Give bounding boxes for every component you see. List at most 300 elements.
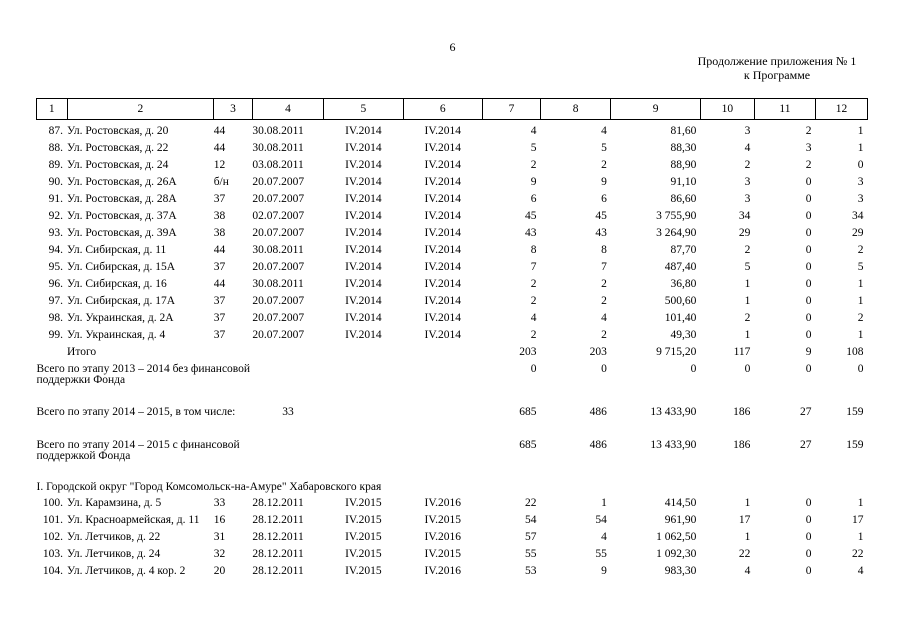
value-cell: 0 xyxy=(530,363,537,375)
empty-cell xyxy=(403,407,482,431)
table-row xyxy=(37,126,868,143)
value-cell: 0 xyxy=(805,548,812,560)
col3-cell: 37 xyxy=(213,295,226,307)
header-cell: 7 xyxy=(483,99,541,120)
start-quarter-cell: IV.2015 xyxy=(345,565,382,577)
empty-cell xyxy=(324,364,403,398)
value-cell: 1 062,50 xyxy=(656,531,697,543)
date-cell: 20.07.2007 xyxy=(252,176,305,188)
value-cell: 49,30 xyxy=(670,329,697,341)
table-header-row xyxy=(37,99,868,120)
end-quarter-cell: IV.2016 xyxy=(424,531,462,543)
table-row xyxy=(37,566,868,583)
value-cell: 486 xyxy=(589,406,607,418)
value-cell: 34 xyxy=(852,210,864,222)
value-cell: 685 xyxy=(519,406,537,418)
value-cell: 1 xyxy=(857,125,864,137)
start-quarter-cell: IV.2014 xyxy=(345,261,382,273)
summary-row xyxy=(37,407,868,431)
address-cell: Ул. Ростовская, д. 22 xyxy=(67,142,169,154)
value-cell: 0 xyxy=(857,159,864,171)
start-quarter-cell: IV.2014 xyxy=(345,193,382,205)
value-cell: 1 xyxy=(857,531,864,543)
row-number: 104. xyxy=(42,565,64,577)
program-table xyxy=(36,98,868,583)
address-cell: Ул. Сибирская, д. 16 xyxy=(67,278,167,290)
date-cell: 20.07.2007 xyxy=(252,312,305,324)
empty-cell xyxy=(324,407,403,431)
date-cell: 30.08.2011 xyxy=(252,142,304,154)
start-quarter-cell: IV.2015 xyxy=(345,497,382,509)
value-cell: 9 xyxy=(530,176,537,188)
col3-cell: 44 xyxy=(213,125,226,137)
row-number: 88. xyxy=(48,142,64,154)
value-cell: 7 xyxy=(601,261,607,273)
row-number: 93. xyxy=(48,227,64,239)
address-cell: Ул. Сибирская, д. 15А xyxy=(67,261,176,273)
value-cell: 0 xyxy=(690,363,697,375)
col3-cell: 44 xyxy=(213,142,226,154)
value-cell: 0 xyxy=(805,329,812,341)
value-cell: 2 xyxy=(857,312,864,324)
value-cell: 13 433,90 xyxy=(650,439,697,451)
value-cell: 43 xyxy=(595,227,607,239)
col3-cell: 38 xyxy=(213,210,226,222)
header-cell: 1 xyxy=(37,99,68,120)
value-cell: 1 xyxy=(857,295,864,307)
summary-label: Всего по этапу 2013 – 2014 без финансовой поддержки Фонда xyxy=(36,363,251,386)
value-cell: 0 xyxy=(805,244,812,256)
end-quarter-cell: IV.2014 xyxy=(424,244,462,256)
value-cell: 2 xyxy=(744,159,751,171)
start-quarter-cell: IV.2014 xyxy=(345,329,382,341)
value-cell: 1 xyxy=(744,295,751,307)
col3-cell: 33 xyxy=(213,497,226,509)
end-quarter-cell: IV.2014 xyxy=(424,329,462,341)
col3-cell: 37 xyxy=(213,193,226,205)
date-cell: 28.12.2011 xyxy=(252,531,304,543)
end-quarter-cell: IV.2014 xyxy=(424,176,462,188)
value-cell: 22 xyxy=(852,548,864,560)
row-number: 94. xyxy=(48,244,64,256)
value-cell: 17 xyxy=(738,514,751,526)
table-row xyxy=(37,515,868,532)
value-cell: 7 xyxy=(530,261,537,273)
value-cell: 2 xyxy=(530,295,537,307)
value-cell: 54 xyxy=(525,514,537,526)
date-cell: 20.07.2007 xyxy=(252,295,305,307)
value-cell: 8 xyxy=(601,244,607,256)
value-cell: 5 xyxy=(744,261,751,273)
value-cell: 6 xyxy=(601,193,607,205)
value-cell: 2 xyxy=(530,159,537,171)
value-cell: 414,50 xyxy=(664,497,697,509)
summary-label: Всего по этапу 2014 – 2015, в том числе: xyxy=(36,406,236,418)
value-cell: 4 xyxy=(601,125,607,137)
table-row xyxy=(37,296,868,313)
summary-label: Итого xyxy=(67,346,97,358)
empty-cell xyxy=(252,364,323,398)
col3-cell: 31 xyxy=(213,531,226,543)
address-cell: Ул. Украинская, д. 4 xyxy=(67,329,166,341)
end-quarter-cell: IV.2014 xyxy=(424,312,462,324)
value-cell: 3 xyxy=(857,193,864,205)
start-quarter-cell: IV.2014 xyxy=(345,244,382,256)
value-cell: 4 xyxy=(530,125,537,137)
value-cell: 22 xyxy=(525,497,537,509)
address-cell: Ул. Карамзина, д. 5 xyxy=(67,497,162,509)
row-number: 95. xyxy=(48,261,64,273)
value-cell: 108 xyxy=(846,346,864,358)
address-cell: Ул. Летчиков, д. 22 xyxy=(67,531,161,543)
address-cell: Ул. Ростовская, д. 20 xyxy=(67,125,169,137)
value-cell: 5 xyxy=(530,142,537,154)
value-cell: 1 xyxy=(601,497,607,509)
value-cell: 0 xyxy=(805,312,812,324)
start-quarter-cell: IV.2014 xyxy=(345,159,382,171)
caption-line-2: к Программе xyxy=(743,68,811,82)
empty-cell xyxy=(403,364,482,398)
col3-cell: 37 xyxy=(213,329,226,341)
value-cell: 29 xyxy=(738,227,751,239)
col3-cell: 16 xyxy=(213,514,226,526)
row-number: 92. xyxy=(48,210,64,222)
address-cell: Ул. Ростовская, д. 37А xyxy=(67,210,177,222)
value-cell: 1 092,30 xyxy=(656,548,697,560)
date-cell: 30.08.2011 xyxy=(252,278,304,290)
value-cell: 0 xyxy=(805,278,812,290)
start-quarter-cell: IV.2014 xyxy=(345,295,382,307)
summary-row xyxy=(37,440,868,473)
value-cell: 0 xyxy=(805,176,812,188)
end-quarter-cell: IV.2015 xyxy=(424,514,462,526)
table-row xyxy=(37,498,868,515)
table-row xyxy=(37,177,868,194)
value-cell: 486 xyxy=(589,439,607,451)
value-cell: 2 xyxy=(601,295,607,307)
value-cell: 3 xyxy=(857,176,864,188)
date-cell: 28.12.2011 xyxy=(252,548,304,560)
empty-cell xyxy=(324,347,403,364)
header-cell: 4 xyxy=(252,99,323,120)
value-cell: 203 xyxy=(519,346,537,358)
table-row xyxy=(37,262,868,279)
value-cell: 2 xyxy=(601,329,607,341)
table-row xyxy=(37,143,868,160)
value-cell: 0 xyxy=(601,363,607,375)
value-cell: 5 xyxy=(857,261,864,273)
row-number: 102. xyxy=(42,531,64,543)
header-cell: 6 xyxy=(403,99,482,120)
value-cell: 54 xyxy=(595,514,607,526)
empty-cell xyxy=(403,347,482,364)
date-cell: 02.07.2007 xyxy=(252,210,305,222)
value-cell: 2 xyxy=(601,278,607,290)
address-cell: Ул. Сибирская, д. 17А xyxy=(67,295,176,307)
date-cell: 28.12.2011 xyxy=(252,514,304,526)
appendix-caption xyxy=(690,54,864,82)
value-cell: 1 xyxy=(857,497,864,509)
summary-label: Всего по этапу 2014 – 2015 с финансовой поддержкой Фонда xyxy=(36,439,240,462)
value-cell: 57 xyxy=(525,531,537,543)
value-cell: 88,90 xyxy=(670,159,697,171)
start-quarter-cell: IV.2015 xyxy=(345,548,382,560)
value-cell: 4 xyxy=(744,565,751,577)
col3-cell: 12 xyxy=(213,159,226,171)
header-cell: 8 xyxy=(541,99,611,120)
col3-cell: 37 xyxy=(213,261,226,273)
header-cell: 10 xyxy=(700,99,754,120)
value-cell: 1 xyxy=(744,329,751,341)
end-quarter-cell: IV.2014 xyxy=(424,142,462,154)
table-row xyxy=(37,313,868,330)
value-cell: 0 xyxy=(805,497,812,509)
table-row xyxy=(37,160,868,177)
value-cell: 3 xyxy=(805,142,812,154)
value-cell: 0 xyxy=(805,193,812,205)
value-cell: 203 xyxy=(589,346,607,358)
end-quarter-cell: IV.2014 xyxy=(424,227,462,239)
value-cell: 17 xyxy=(852,514,864,526)
table-row xyxy=(37,228,868,245)
start-quarter-cell: IV.2014 xyxy=(345,125,382,137)
value-cell: 0 xyxy=(805,295,812,307)
value-cell: 3 xyxy=(744,176,751,188)
header-cell: 5 xyxy=(324,99,403,120)
col3-cell: 38 xyxy=(213,227,226,239)
value-cell: 0 xyxy=(805,261,812,273)
table-body xyxy=(37,99,868,584)
start-quarter-cell: IV.2014 xyxy=(345,210,382,222)
end-quarter-cell: IV.2014 xyxy=(424,125,462,137)
value-cell: 29 xyxy=(852,227,864,239)
end-quarter-cell: IV.2014 xyxy=(424,295,462,307)
header-cell: 9 xyxy=(611,99,701,120)
address-cell: Ул. Сибирская, д. 11 xyxy=(67,244,167,256)
date-cell: 20.07.2007 xyxy=(252,193,305,205)
table-row xyxy=(37,279,868,296)
header-cell: 11 xyxy=(754,99,815,120)
page-number: 6 xyxy=(449,40,456,54)
value-cell: 13 433,90 xyxy=(650,406,697,418)
value-cell: 487,40 xyxy=(664,261,697,273)
end-quarter-cell: IV.2014 xyxy=(424,193,462,205)
address-cell: Ул. Ростовская, д. 24 xyxy=(67,159,169,171)
address-cell: Ул. Ростовская, д. 39А xyxy=(67,227,177,239)
empty-cell xyxy=(252,347,323,364)
value-cell: 2 xyxy=(744,312,751,324)
value-cell: 4 xyxy=(857,565,864,577)
table-row xyxy=(37,194,868,211)
value-cell: 500,60 xyxy=(664,295,697,307)
value-cell: 2 xyxy=(744,244,751,256)
value-cell: 45 xyxy=(525,210,537,222)
value-cell: 4 xyxy=(601,312,607,324)
value-cell: 22 xyxy=(738,548,751,560)
start-quarter-cell: IV.2014 xyxy=(345,176,382,188)
value-cell: 1 xyxy=(857,142,864,154)
col3-cell: 44 xyxy=(213,278,226,290)
address-cell: Ул. Ростовская, д. 28А xyxy=(67,193,177,205)
value-cell: 34 xyxy=(738,210,751,222)
date-cell: 30.08.2011 xyxy=(252,244,304,256)
value-cell: 43 xyxy=(525,227,537,239)
summary-row xyxy=(37,347,868,364)
address-cell: Ул. Красноармейская, д. 11 xyxy=(67,514,200,526)
table-row xyxy=(37,330,868,347)
date-cell: 20.07.2007 xyxy=(252,329,305,341)
value-cell: 0 xyxy=(805,210,812,222)
empty-cell xyxy=(252,440,323,473)
address-cell: Ул. Летчиков, д. 24 xyxy=(67,548,161,560)
value-cell: 8 xyxy=(530,244,537,256)
start-quarter-cell: IV.2014 xyxy=(345,278,382,290)
value-cell: 1 xyxy=(744,531,751,543)
value-cell: 87,70 xyxy=(670,244,697,256)
start-quarter-cell: IV.2014 xyxy=(345,312,382,324)
date-cell: 20.07.2007 xyxy=(252,227,305,239)
end-quarter-cell: IV.2016 xyxy=(424,565,462,577)
row-number: 89. xyxy=(48,159,64,171)
col3-cell: 32 xyxy=(213,548,226,560)
value-cell: 186 xyxy=(733,406,751,418)
value-cell: 3 755,90 xyxy=(656,210,697,222)
value-cell: 9 xyxy=(601,176,607,188)
value-cell: 86,60 xyxy=(670,193,697,205)
table-row xyxy=(37,532,868,549)
col3-cell: 20 xyxy=(213,565,226,577)
value-cell: 1 xyxy=(744,497,751,509)
row-number: 99. xyxy=(48,329,64,341)
value-cell: 159 xyxy=(846,439,864,451)
value-cell: 3 xyxy=(744,193,751,205)
value-cell: 88,30 xyxy=(670,142,697,154)
value-cell: 961,90 xyxy=(664,514,697,526)
row-number: 98. xyxy=(48,312,64,324)
value-cell: 186 xyxy=(733,439,751,451)
col3-cell: 44 xyxy=(213,244,226,256)
date-cell: 30.08.2011 xyxy=(252,125,304,137)
table-row xyxy=(37,245,868,262)
date-cell: 03.08.2011 xyxy=(252,159,304,171)
value-cell: 55 xyxy=(595,548,607,560)
summary-col4: 33 xyxy=(282,406,294,418)
row-number: 96. xyxy=(48,278,64,290)
empty-cell xyxy=(214,347,253,364)
empty-cell xyxy=(37,347,68,364)
value-cell: 81,60 xyxy=(670,125,697,137)
value-cell: 0 xyxy=(805,363,812,375)
value-cell: 2 xyxy=(601,159,607,171)
value-cell: 36,80 xyxy=(670,278,697,290)
row-number: 91. xyxy=(48,193,64,205)
value-cell: 9 715,20 xyxy=(656,346,697,358)
value-cell: 2 xyxy=(805,159,812,171)
value-cell: 2 xyxy=(530,278,537,290)
date-cell: 20.07.2007 xyxy=(252,261,305,273)
value-cell: 91,10 xyxy=(670,176,697,188)
col3-cell: 37 xyxy=(213,312,226,324)
start-quarter-cell: IV.2014 xyxy=(345,227,382,239)
row-number: 97. xyxy=(48,295,64,307)
header-cell: 3 xyxy=(214,99,253,120)
address-cell: Ул. Летчиков, д. 4 кор. 2 xyxy=(67,565,186,577)
start-quarter-cell: IV.2015 xyxy=(345,531,382,543)
value-cell: 4 xyxy=(530,312,537,324)
value-cell: 4 xyxy=(601,531,607,543)
start-quarter-cell: IV.2014 xyxy=(345,142,382,154)
header-cell: 12 xyxy=(815,99,867,120)
end-quarter-cell: IV.2014 xyxy=(424,159,462,171)
row-number: 87. xyxy=(48,125,64,137)
value-cell: 53 xyxy=(525,565,537,577)
summary-row xyxy=(37,364,868,398)
value-cell: 101,40 xyxy=(664,312,697,324)
value-cell: 3 xyxy=(744,125,751,137)
row-number: 101. xyxy=(42,514,64,526)
value-cell: 0 xyxy=(805,531,812,543)
value-cell: 9 xyxy=(601,565,607,577)
end-quarter-cell: IV.2015 xyxy=(424,548,462,560)
row-number: 100. xyxy=(42,497,64,509)
col3-cell: б/н xyxy=(213,176,229,188)
value-cell: 983,30 xyxy=(664,565,697,577)
date-cell: 28.12.2011 xyxy=(252,565,304,577)
table-row xyxy=(37,211,868,228)
empty-cell xyxy=(403,440,482,473)
table-row xyxy=(37,549,868,566)
end-quarter-cell: IV.2014 xyxy=(424,210,462,222)
value-cell: 55 xyxy=(525,548,537,560)
value-cell: 2 xyxy=(530,329,537,341)
end-quarter-cell: IV.2014 xyxy=(424,278,462,290)
empty-cell xyxy=(324,440,403,473)
value-cell: 117 xyxy=(733,346,751,358)
value-cell: 0 xyxy=(805,227,812,239)
header-cell: 2 xyxy=(67,99,214,120)
date-cell: 28.12.2011 xyxy=(252,497,304,509)
value-cell: 9 xyxy=(805,346,812,358)
value-cell: 2 xyxy=(857,244,864,256)
end-quarter-cell: IV.2016 xyxy=(424,497,462,509)
start-quarter-cell: IV.2015 xyxy=(345,514,382,526)
value-cell: 2 xyxy=(805,125,812,137)
value-cell: 1 xyxy=(857,329,864,341)
end-quarter-cell: IV.2014 xyxy=(424,261,462,273)
value-cell: 4 xyxy=(744,142,751,154)
value-cell: 0 xyxy=(857,363,864,375)
section-title: I. Городской округ "Город Комсомольск-на-Амуре" Хабаровского края xyxy=(36,481,382,493)
value-cell: 0 xyxy=(805,565,812,577)
value-cell: 159 xyxy=(846,406,864,418)
address-cell: Ул. Ростовская, д. 26А xyxy=(67,176,177,188)
caption-line-1: Продолжение приложения № 1 xyxy=(697,54,857,68)
address-cell: Ул. Украинская, д. 2А xyxy=(67,312,174,324)
value-cell: 45 xyxy=(595,210,607,222)
value-cell: 27 xyxy=(799,439,812,451)
section-row xyxy=(37,482,868,498)
value-cell: 27 xyxy=(799,406,812,418)
value-cell: 0 xyxy=(744,363,751,375)
value-cell: 5 xyxy=(601,142,607,154)
value-cell: 0 xyxy=(805,514,812,526)
value-cell: 6 xyxy=(530,193,537,205)
row-number: 103. xyxy=(42,548,64,560)
row-number: 90. xyxy=(48,176,64,188)
value-cell: 1 xyxy=(857,278,864,290)
value-cell: 685 xyxy=(519,439,537,451)
value-cell: 1 xyxy=(744,278,751,290)
